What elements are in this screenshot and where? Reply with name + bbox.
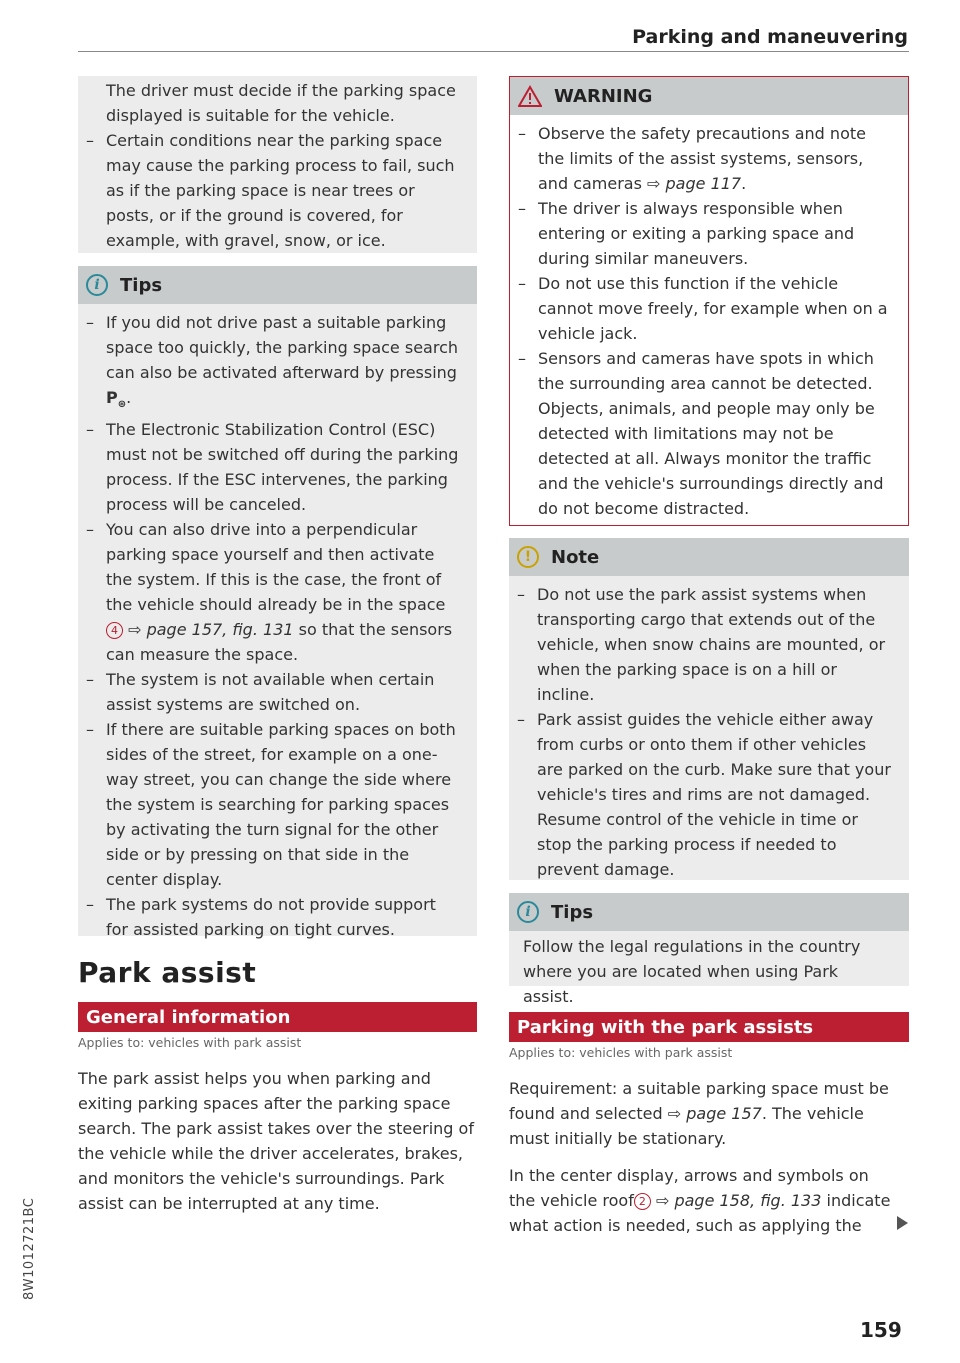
page-reference[interactable]: ⇨ page 157	[667, 1104, 762, 1123]
note-title: Note	[551, 546, 600, 568]
warning-triangle-icon	[518, 85, 542, 107]
callout-marker: 2	[634, 1193, 651, 1210]
list-item: – Do not use the park assist systems when transporting cargo that extends out of the vehicle, when snow chains are mounted, or when the parking space is on a hill or incline.	[509, 582, 897, 707]
tips-header	[509, 893, 909, 931]
list-item: – The system is not available when certain assist systems are switched on.	[78, 667, 461, 717]
document-code: 8W1012721BC	[22, 1197, 37, 1300]
note-box	[509, 538, 909, 880]
body-paragraph: Requirement: a suitable parking space must be found and selected ⇨ page 157. The vehicle must initially be stationary.	[509, 1079, 889, 1148]
list-item: – Park assist guides the vehicle either away from curbs or onto them if other vehicles are parked on the curb. Make sure that your vehicle's tires and rims are not damaged. Resume control of the vehicle in time or stop the parking process if needed to prevent damage.	[509, 707, 897, 882]
warning-title: WARNING	[554, 85, 653, 107]
warning-box	[509, 76, 909, 526]
list-item: – Do not use this function if the vehicle cannot move freely, for example when on a vehicle jack.	[510, 271, 896, 346]
continued-box	[78, 76, 477, 253]
item-text: You can also drive into a perpendicular parking space yourself and then activate the system. If this is the case, the front of the vehicle should already be in the space	[106, 520, 446, 615]
info-icon: i	[86, 274, 108, 296]
page-number: 159	[860, 1318, 902, 1342]
warning-header	[510, 77, 908, 115]
tips-text: Follow the legal regulations in the country where you are located when using Park assist.	[523, 937, 861, 1006]
header-rule	[78, 51, 909, 52]
tips-list	[78, 304, 477, 942]
page-reference[interactable]: ⇨ page 158, fig. 133	[655, 1191, 822, 1210]
list-item: – If there are suitable parking spaces on both sides of the street, for example on a one-way street, you can change the side where the system is searching for parking spaces by activating the turn signal for the other side or by pressing on that side in the center display.	[78, 717, 461, 892]
continued-intro: The driver must decide if the parking space displayed is suitable for the vehicle.	[106, 81, 456, 125]
list-item: – Certain conditions near the parking space may cause the parking process to fail, such as if the parking space is near trees or posts, or if the ground is covered, for example, with gravel, snow, or ice.	[78, 128, 467, 253]
section-heading: Park assist	[78, 956, 257, 989]
subsection-bar: General information	[78, 1002, 477, 1032]
info-icon: i	[517, 901, 539, 923]
warning-list	[510, 115, 908, 521]
body-paragraph: The park assist helps you when parking and exiting parking spaces after the parking space search. The park assist takes over the steering of the vehicle while the driver accelerates, brakes, and monitors the vehicle's surroundings. Park assist can be interrupted at any time.	[78, 1069, 474, 1213]
note-list	[509, 576, 909, 882]
applies-note: Applies to: vehicles with park assist	[78, 1035, 302, 1050]
continue-arrow-icon	[897, 1216, 908, 1230]
tips-box-right	[509, 893, 909, 1006]
list-item: – The park systems do not provide support for assisted parking on tight curves.	[78, 892, 461, 942]
page-reference[interactable]: ⇨ page 157, fig. 131	[128, 620, 294, 640]
note-header	[509, 538, 909, 576]
list-item: – Observe the safety precautions and note the limits of the assist systems, sensors, and cameras ⇨ page 117.	[510, 121, 896, 196]
list-item: – The Electronic Stabilization Control (ESC) must not be switched off during the parking process. If the ESC intervenes, the parking process will be canceled.	[78, 417, 461, 517]
list-item: – If you did not drive past a suitable parking space too quickly, the parking space search can also be activated afterward by pressing $P_⊛$.	[78, 310, 461, 417]
park-button-symbol: $P_⊛$	[106, 388, 127, 411]
tips-header	[78, 266, 477, 304]
continued-list	[78, 128, 467, 253]
subsection-bar: Parking with the park assists	[509, 1012, 909, 1042]
callout-marker: 4	[106, 622, 123, 639]
item-text: If you did not drive past a suitable parking space too quickly, the parking space search can also be activated afterward by pressing	[106, 313, 458, 382]
tips-title: Tips	[120, 274, 163, 296]
page-reference[interactable]: ⇨ page 117	[647, 174, 742, 193]
body-paragraph: In the center display, arrows and symbols on the vehicle roof 2 ⇨ page 158, fig. 133 indicate what action is needed, such as applying the	[509, 1166, 891, 1235]
list-item: – You can also drive into a perpendicular parking space yourself and then activate the system. If this is the case, the front of the vehicle should already be in the space 4 ⇨ page 157, fig. 131 so that the sensors can measure the space.	[78, 517, 461, 667]
applies-note: Applies to: vehicles with park assist	[509, 1045, 733, 1060]
list-item: – Sensors and cameras have spots in which the surrounding area cannot be detected. Objects, animals, and people may only be detected with limitations may not be detected at all. Always monitor the traffic and the vehicle's surroundings directly and do not become distracted.	[510, 346, 896, 521]
tips-box-left	[78, 266, 477, 940]
tips-title: Tips	[551, 901, 594, 923]
exclamation-icon: !	[517, 546, 539, 568]
running-header: Parking and maneuvering	[632, 26, 908, 48]
list-item: – The driver is always responsible when entering or exiting a parking space and during similar maneuvers.	[510, 196, 896, 271]
